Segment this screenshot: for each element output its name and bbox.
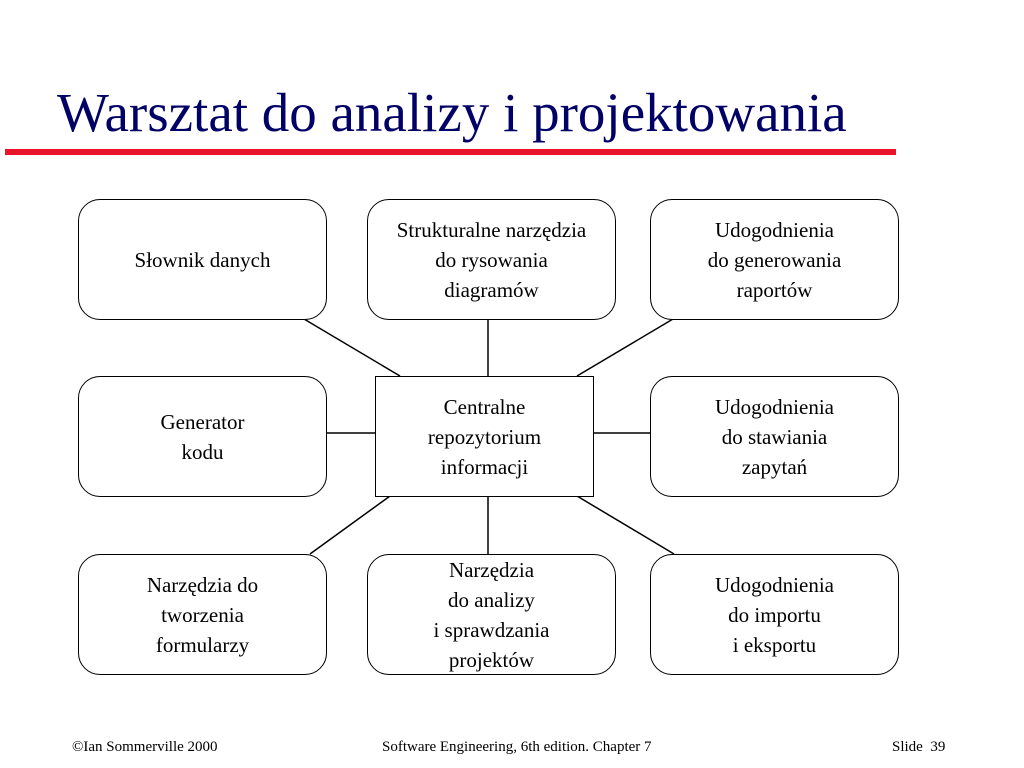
box-label-line: projektów xyxy=(448,647,535,672)
connector-import-export xyxy=(577,496,674,554)
connector-dictionary xyxy=(304,319,400,376)
connector-forms xyxy=(310,496,390,554)
box-label-line: Centralne xyxy=(443,394,526,419)
box-label-line: formularzy xyxy=(155,632,250,657)
box-label-line: Generator xyxy=(160,409,245,434)
box-label-line: do stawiania xyxy=(721,424,828,449)
box-label-line: repozytorium xyxy=(427,424,542,449)
box-label-line: informacji xyxy=(440,454,529,479)
box-label-line: Narzędzia xyxy=(448,557,535,582)
box-data-dictionary xyxy=(78,199,327,320)
box-central-repository xyxy=(375,376,594,497)
box-label-line: Udogodnienia xyxy=(715,394,834,419)
box-label-line: kodu xyxy=(181,439,224,464)
connector-report-gen xyxy=(577,319,673,376)
box-label-line: Strukturalne narzędzia xyxy=(396,217,587,242)
box-diagram-tools xyxy=(367,199,616,320)
box-label-line: tworzenia xyxy=(161,602,244,627)
box-label-line: Udogodnienia xyxy=(715,572,834,597)
box-label-line: raportów xyxy=(736,277,813,302)
box-import-export xyxy=(650,554,899,675)
slide-title: Warsztat do analizy i projektowania xyxy=(57,82,847,143)
box-code-generator xyxy=(78,376,327,497)
footer-book-title: Software Engineering, 6th edition. Chapter 7 xyxy=(382,739,652,755)
box-label-line: do rysowania xyxy=(435,247,548,272)
box-label-line: Narzędzia do xyxy=(146,572,259,597)
box-label-line: Słownik danych xyxy=(134,247,271,272)
box-label-line: zapytań xyxy=(741,454,808,479)
box-label-line: i sprawdzania xyxy=(433,617,550,642)
footer-slide-number: Slide 39 xyxy=(892,739,946,755)
box-form-tools xyxy=(78,554,327,675)
box-label-line: do analizy xyxy=(448,587,535,612)
box-label-line: do generowania xyxy=(707,247,842,272)
box-label-line: diagramów xyxy=(444,277,539,302)
box-analysis-tools xyxy=(367,554,616,675)
box-report-generation xyxy=(650,199,899,320)
box-label-line: do importu xyxy=(728,602,821,627)
box-query-facilities xyxy=(650,376,899,497)
footer-copyright: ©Ian Sommerville 2000 xyxy=(72,739,218,755)
box-label-line: i eksportu xyxy=(732,632,817,657)
box-label-line: Udogodnienia xyxy=(715,217,834,242)
